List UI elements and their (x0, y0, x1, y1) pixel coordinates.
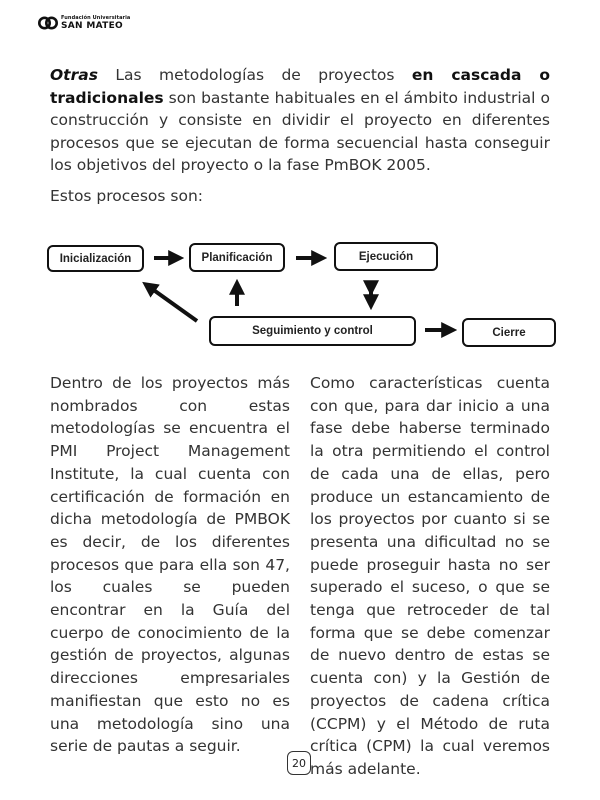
intro-paragraph (50, 64, 550, 177)
arrow-monitor-to-init (148, 286, 197, 321)
processes-label: Estos procesos son: (50, 187, 204, 205)
left-column-paragraph: Dentro de los proyectos más nombrados con estas metodologías se encuentra el PMI Project Management Institute, la cual cuenta con certificación de formación en dicha metodología de PMBOK es decir, de los diferentes procesos que para ella son 47, los cuales se pueden encontrar en la Guía del cuerpo de conocimiento de la gestión de proyectos, algunas direcciones empresariales manifiestan que esto no es una metodología sino una serie de pautas a seguir. (50, 374, 290, 756)
intro-text-2: son bastante habituales en el ámbito industrial o construcción y consiste en dividir el proyecto en diferentes procesos que se ejecutan de forma secuencial hasta conseguir los objetivos del proyecto o la fase PmBOK 2005. (50, 88, 550, 174)
process-diagram (40, 238, 560, 358)
box-cierre: Cierre (462, 318, 556, 347)
logo-title: SAN MATEO (61, 20, 123, 31)
intro-text-1: Las metodologías de proyectos (97, 66, 412, 84)
institution-logo (38, 13, 130, 33)
box-inicializacion: Inicialización (47, 245, 144, 272)
box-seguimiento-control: Seguimiento y control (209, 316, 416, 346)
logo-subtitle: Fundación Universitaria (61, 14, 131, 21)
box-planificacion: Planificación (189, 243, 285, 272)
intro-strong: en cascada o tradicionales (50, 66, 550, 107)
box-ejecucion: Ejecución (334, 242, 438, 271)
logo-mark-icon (38, 13, 58, 33)
right-column-paragraph: Como características cuenta con que, para dar inicio a una fase debe haberse terminado la otra permitiendo el control de cada una de ellas, pero produce un estancamiento de los proyectos por cuanto si se presenta una dificultad no se puede proseguir hasta no ser superado el suceso, o que se tenga que retroceder de tal forma que se debe comenzar de nuevo dentro de estas se cuenta con) y la Gestión de proyectos de cadena crítica (CCPM) y el Método de ruta crítica (CPM) la cual veremos más adelante. (310, 374, 550, 778)
page-number: 20 (287, 751, 311, 775)
intro-lead: Otras (50, 66, 98, 84)
